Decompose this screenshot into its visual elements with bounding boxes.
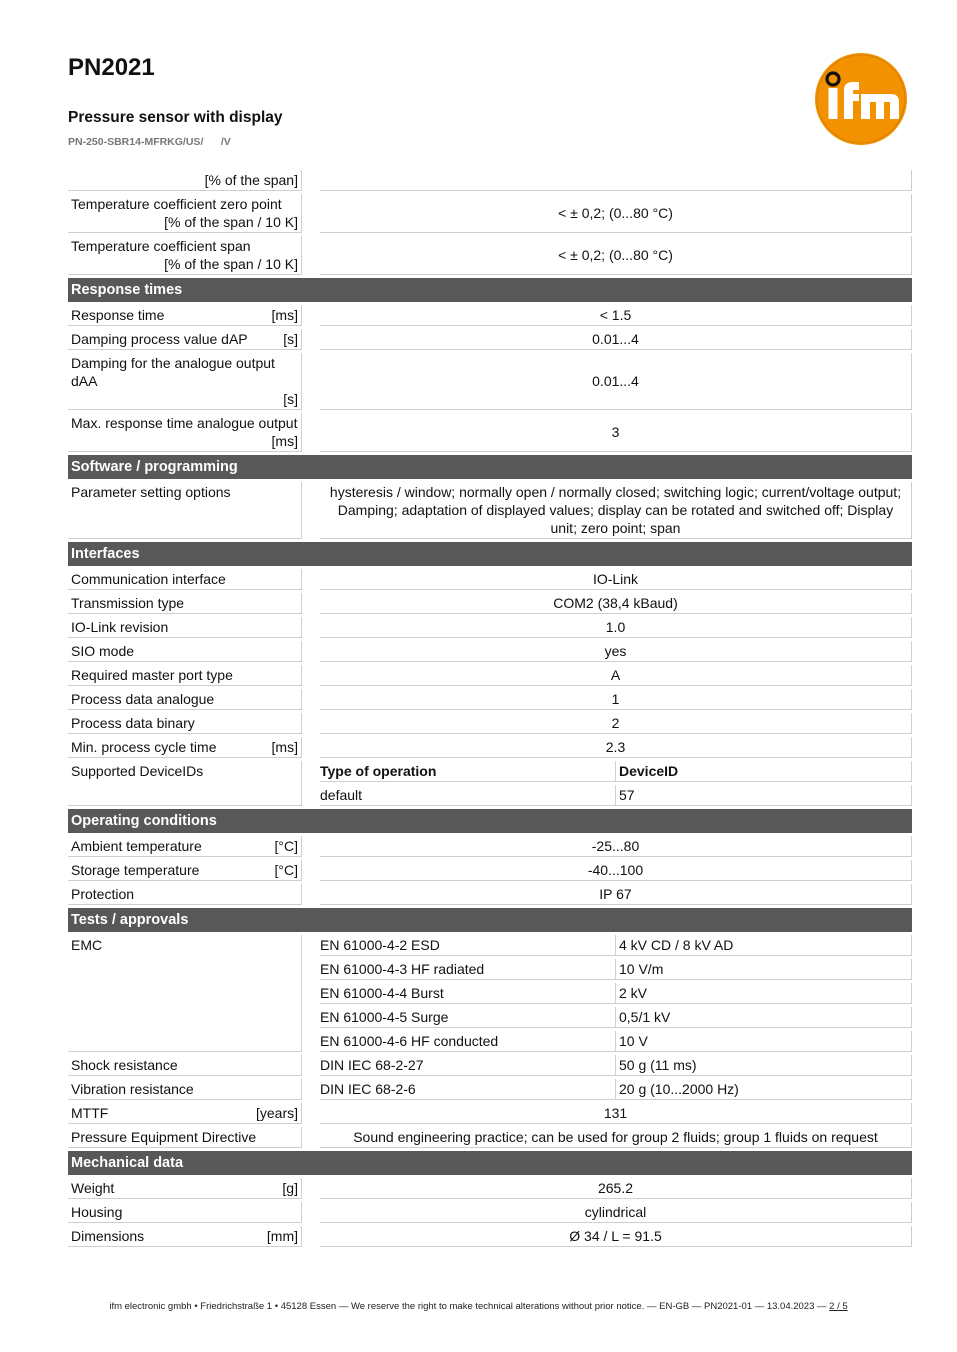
spec-value: 2: [320, 713, 912, 734]
spec-label-cell: [68, 617, 302, 638]
spec-label-cell: [68, 305, 302, 326]
spec-value: yes: [320, 641, 912, 662]
spec-row: [68, 1055, 912, 1076]
spec-value: 3: [320, 413, 912, 452]
spec-row: [68, 1202, 912, 1223]
spec-value: 131: [320, 1103, 912, 1124]
spec-row: [68, 413, 912, 452]
spec-label-cell: [68, 641, 302, 662]
spec-label-cell: [68, 236, 302, 275]
spec-row: [68, 737, 912, 758]
spec-sheet: [68, 170, 912, 1250]
spec-row: [68, 170, 912, 191]
spec-unit: [ms]: [271, 739, 298, 755]
article-code: [68, 136, 231, 148]
spec-row: [68, 665, 912, 686]
spec-row: [68, 1079, 912, 1100]
footer-text: ifm electronic gmbh • Friedrichstraße 1 • 45128 Essen — We reserve the right to make technical alterations without prior notice. — EN-GB — PN2021-01 — 13.04.2023 —: [109, 1301, 827, 1312]
spec-row: [68, 761, 912, 806]
subtable-key: EN 61000-4-2 ESD: [320, 935, 616, 956]
spec-unit: [g]: [282, 1180, 298, 1196]
spec-value: hysteresis / window; normally open / normally closed; switching logic; current/voltage output; Damping; adaptation of displayed values; display can be rotated and switched off; Display unit; zero point; span: [320, 482, 912, 539]
spec-label: Damping process value dAP: [71, 331, 248, 347]
label-line: [71, 1227, 298, 1245]
spec-value: Ø 34 / L = 91.5: [320, 1226, 912, 1247]
spec-value: [320, 170, 912, 191]
spec-row: [68, 569, 912, 590]
spec-value: A: [320, 665, 912, 686]
subtable-value: 4 kV CD / 8 kV AD: [616, 935, 912, 956]
spec-unit: [ms]: [271, 307, 298, 323]
spec-label: Storage temperature: [71, 862, 200, 878]
spec-label-cell: [68, 836, 302, 857]
label-line: [71, 837, 298, 855]
subtable-key: EN 61000-4-3 HF radiated: [320, 959, 616, 980]
spec-row: [68, 194, 912, 233]
spec-label-cell: [68, 884, 302, 905]
spec-label-cell: [68, 1127, 302, 1148]
spec-value: -25...80: [320, 836, 912, 857]
spec-unit: [s]: [283, 331, 298, 347]
spec-label-cell: [68, 689, 302, 710]
label-line: [71, 1179, 298, 1197]
spec-label: Process data analogue: [71, 691, 215, 707]
spec-label-cell: [68, 413, 302, 452]
subtable-row: [320, 983, 912, 1004]
spec-label: Housing: [71, 1204, 123, 1220]
spec-label: Min. process cycle time: [71, 739, 217, 755]
subtable-value: 20 g (10...2000 Hz): [616, 1079, 912, 1100]
spec-row: [68, 641, 912, 662]
spec-label-cell: [68, 1202, 302, 1223]
spec-subtable: [320, 1079, 912, 1100]
article-code-text: PN-250-SBR14-MFRKG/US/ /V: [68, 136, 231, 148]
spec-value: COM2 (38,4 kBaud): [320, 593, 912, 614]
label-line: [71, 330, 298, 348]
spec-row: [68, 1226, 912, 1247]
subtable-value: 50 g (11 ms): [616, 1055, 912, 1076]
subtable-value: 0,5/1 kV: [616, 1007, 912, 1028]
page-footer: [0, 1301, 957, 1312]
spec-label: Process data binary: [71, 715, 195, 731]
page-number: 2 / 5: [829, 1301, 848, 1312]
spec-label: Damping for the analogue output dAA: [71, 355, 275, 389]
spec-label: Transmission type: [71, 595, 185, 611]
subtable-key: EN 61000-4-5 Surge: [320, 1007, 616, 1028]
spec-label-cell: [68, 170, 302, 191]
spec-label: EMC: [71, 937, 103, 953]
spec-value: < ± 0,2; (0...80 °C): [320, 236, 912, 275]
label-line: [71, 306, 298, 324]
subtable-header-cell: Type of operation: [320, 761, 616, 782]
spec-unit: [°C]: [274, 838, 298, 854]
subtable-value: 57: [616, 785, 912, 806]
subtable-value: 2 kV: [616, 983, 912, 1004]
spec-label: Protection: [71, 886, 135, 902]
spec-label: Vibration resistance: [71, 1081, 194, 1097]
spec-row: [68, 482, 912, 539]
product-title: PN2021: [68, 54, 155, 81]
ifm-logo: [814, 52, 908, 146]
spec-label: Supported DeviceIDs: [71, 763, 204, 779]
spec-label-cell: [68, 593, 302, 614]
subtable-value: 10 V/m: [616, 959, 912, 980]
label-line: [71, 1104, 298, 1122]
spec-value: IO-Link: [320, 569, 912, 590]
spec-label: Max. response time analogue output: [71, 415, 298, 431]
spec-value: cylindrical: [320, 1202, 912, 1223]
spec-label-cell: [68, 353, 302, 410]
spec-subtable: [320, 935, 912, 1052]
spec-row: [68, 305, 912, 326]
spec-label-cell: [68, 713, 302, 734]
section-header: Mechanical data: [68, 1151, 912, 1175]
spec-row: [68, 713, 912, 734]
subtable-key: EN 61000-4-4 Burst: [320, 983, 616, 1004]
label-line: [71, 861, 298, 879]
spec-label: Temperature coefficient zero point: [71, 196, 282, 212]
spec-label: Parameter setting options: [71, 484, 231, 500]
spec-label-cell: [68, 860, 302, 881]
spec-unit: [% of the span / 10 K]: [164, 256, 298, 272]
subtable-key: default: [320, 785, 616, 806]
spec-label-cell: [68, 737, 302, 758]
spec-row: [68, 353, 912, 410]
product-subtitle: Pressure sensor with display: [68, 109, 283, 126]
section-header: Interfaces: [68, 542, 912, 566]
subtable-row: [320, 1055, 912, 1076]
spec-subtable: [320, 761, 912, 806]
spec-unit: [% of the span / 10 K]: [164, 214, 298, 230]
spec-label: Required master port type: [71, 667, 233, 683]
spec-row: [68, 1178, 912, 1199]
spec-unit: [ms]: [271, 433, 298, 449]
spec-row: [68, 236, 912, 275]
section-header: Software / programming: [68, 455, 912, 479]
subtable-row: [320, 1079, 912, 1100]
spec-row: [68, 689, 912, 710]
spec-row: [68, 1127, 912, 1148]
spec-label-cell: [68, 761, 302, 806]
spec-label: IO-Link revision: [71, 619, 169, 635]
spec-label-cell: [68, 569, 302, 590]
spec-value: 2.3: [320, 737, 912, 758]
spec-value: Sound engineering practice; can be used for group 2 fluids; group 1 fluids on request: [320, 1127, 912, 1148]
subtable-row: [320, 1031, 912, 1052]
spec-unit: [°C]: [274, 862, 298, 878]
spec-label: Shock resistance: [71, 1057, 178, 1073]
section-header: Operating conditions: [68, 809, 912, 833]
section-header: Tests / approvals: [68, 908, 912, 932]
spec-row: [68, 884, 912, 905]
subtable-value: 10 V: [616, 1031, 912, 1052]
spec-label-cell: [68, 1226, 302, 1247]
spec-value: 1: [320, 689, 912, 710]
section-header: Response times: [68, 278, 912, 302]
spec-value: 1.0: [320, 617, 912, 638]
subtable-row: [320, 785, 912, 806]
spec-unit: [% of the span]: [204, 172, 298, 188]
spec-label: Response time: [71, 307, 165, 323]
spec-label: Pressure Equipment Directive: [71, 1129, 257, 1145]
spec-label-cell: [68, 329, 302, 350]
spec-label-cell: [68, 1103, 302, 1124]
subtable-key: DIN IEC 68-2-6: [320, 1079, 616, 1100]
spec-unit: [years]: [255, 1105, 298, 1121]
spec-value: 0.01...4: [320, 353, 912, 410]
spec-row: [68, 617, 912, 638]
spec-row: [68, 860, 912, 881]
spec-label: Temperature coefficient span: [71, 238, 251, 254]
spec-label: SIO mode: [71, 643, 135, 659]
subtable-key: EN 61000-4-6 HF conducted: [320, 1031, 616, 1052]
subtable-header-cell: DeviceID: [616, 761, 912, 782]
spec-value: 265.2: [320, 1178, 912, 1199]
spec-unit: [mm]: [266, 1228, 298, 1244]
spec-row: [68, 329, 912, 350]
spec-label-cell: [68, 482, 302, 539]
spec-value: < ± 0,2; (0...80 °C): [320, 194, 912, 233]
spec-label: MTTF: [71, 1105, 109, 1121]
subtable-key: DIN IEC 68-2-27: [320, 1055, 616, 1076]
subtable-row: [320, 959, 912, 980]
spec-label-cell: [68, 194, 302, 233]
spec-label: Ambient temperature: [71, 838, 202, 854]
subtable-header-row: [320, 761, 912, 782]
spec-value: 0.01...4: [320, 329, 912, 350]
spec-row: [68, 935, 912, 1052]
subtable-row: [320, 1007, 912, 1028]
spec-label: Weight: [71, 1180, 115, 1196]
spec-unit: [s]: [283, 391, 298, 407]
spec-subtable: [320, 1055, 912, 1076]
spec-row: [68, 593, 912, 614]
subtable-row: [320, 935, 912, 956]
spec-label-cell: [68, 1079, 302, 1100]
spec-label-cell: [68, 1055, 302, 1076]
spec-label-cell: [68, 935, 302, 1052]
label-line: [71, 738, 298, 756]
spec-row: [68, 1103, 912, 1124]
spec-label-cell: [68, 665, 302, 686]
spec-row: [68, 836, 912, 857]
spec-label-cell: [68, 1178, 302, 1199]
spec-value: IP 67: [320, 884, 912, 905]
spec-value: -40...100: [320, 860, 912, 881]
spec-label: Dimensions: [71, 1228, 145, 1244]
spec-value: < 1.5: [320, 305, 912, 326]
spec-label: Communication interface: [71, 571, 226, 587]
